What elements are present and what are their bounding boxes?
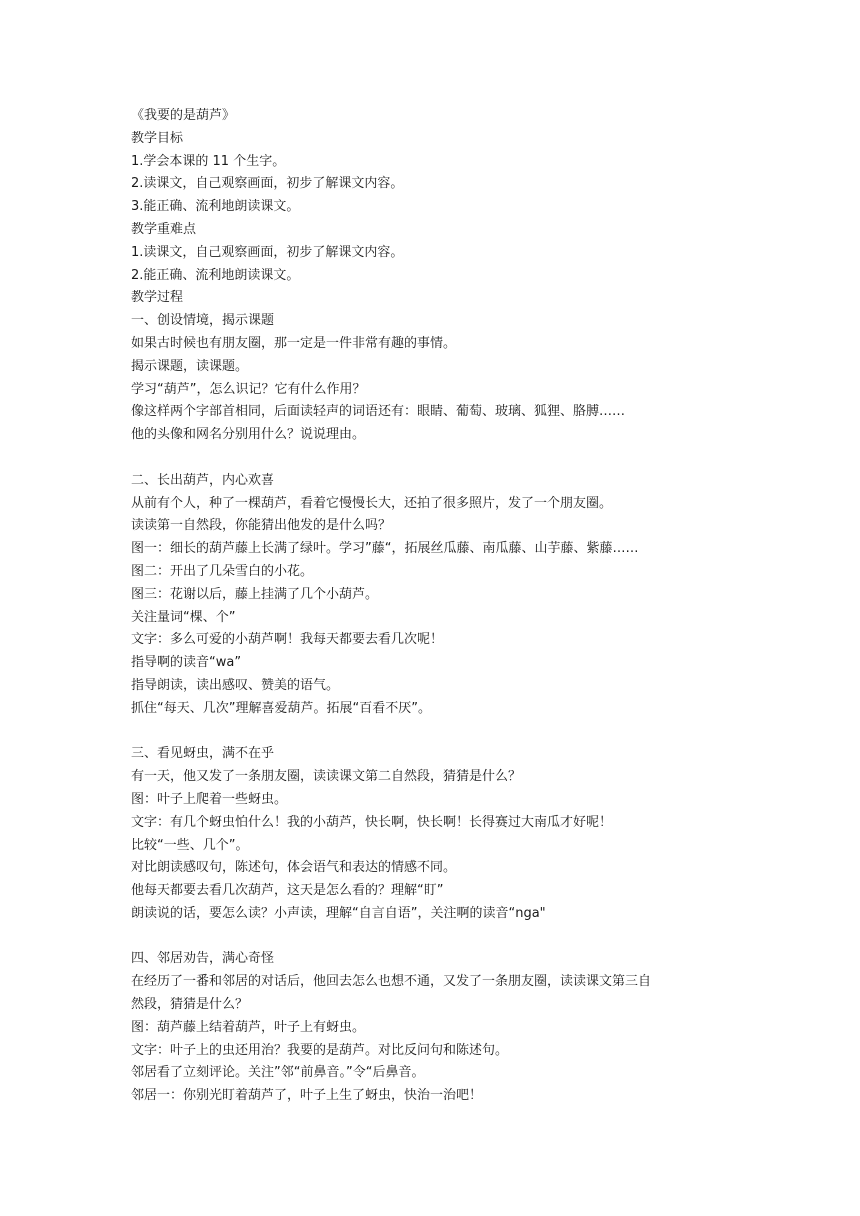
section-heading: 一、创设情境，揭示课题	[131, 313, 275, 329]
text-line: 关注量词“棵、个”	[131, 609, 236, 625]
blank-line	[131, 926, 741, 949]
text-line: 比较“一些、几个”。	[131, 837, 249, 853]
text-line: 1.学会本课的 11 个生字。	[131, 153, 286, 169]
text-line: 图：葫芦藤上结着葫芦，叶子上有蚜虫。	[131, 1019, 366, 1035]
text-line: 邻居看了立刻评论。关注”邻“前鼻音。”令“后鼻音。	[131, 1065, 425, 1081]
text-line: 他的头像和网名分别用什么？说说理由。	[131, 427, 366, 443]
document-title: 《我要的是葫芦》	[131, 108, 236, 123]
blank-line	[131, 721, 741, 744]
text-line: 揭示课题，读课题。	[131, 358, 249, 374]
text-line: 3.能正确、流利地朗读课文。	[131, 199, 300, 215]
text-line: 文字：多么可爱的小葫芦啊！我每天都要去看几次呢！	[131, 632, 444, 648]
text-line: 学习“葫芦”，怎么识记？它有什么作用？	[131, 381, 366, 397]
section-heading: 教学过程	[131, 290, 184, 306]
text-line: 2.读课文，自己观察画面，初步了解课文内容。	[131, 176, 404, 192]
text-line: 抓住“每天、几次”理解喜爱葫芦。拓展“百看不厌”。	[131, 700, 431, 716]
blank-line	[131, 447, 741, 470]
text-line: 朗读说的话，要怎么读？小声读，理解“自言自语”，关注啊的读音“nga"	[131, 905, 546, 921]
section-heading: 教学目标	[131, 130, 184, 146]
text-line: 1.读课文，自己观察画面，初步了解课文内容。	[131, 244, 404, 260]
text-line: 有一天，他又发了一条朋友圈，读读课文第二自然段，猜猜是什么？	[131, 769, 522, 785]
section-heading: 四、邻居劝告，满心奇怪	[131, 951, 275, 967]
text-line: 如果古时候也有朋友圈，那一定是一件非常有趣的事情。	[131, 335, 457, 351]
text-line: 2.能正确、流利地朗读课文。	[131, 267, 300, 283]
text-line: 指导朗读，读出感叹、赞美的语气。	[131, 677, 340, 693]
text-line: 读读第一自然段，你能猜出他发的是什么吗？	[131, 518, 392, 534]
text-line: 像这样两个字部首相同，后面读轻声的词语还有：眼睛、葡萄、玻璃、狐狸、胳膊……	[131, 404, 626, 420]
text-line: 从前有个人，种了一棵葫芦，看着它慢慢长大，还拍了很多照片，发了一个朋友圈。	[131, 495, 613, 511]
text-line: 然段，猜猜是什么？	[131, 997, 249, 1013]
text-line: 邻居一：你别光盯着葫芦了，叶子上生了蚜虫，快治一治吧！	[131, 1088, 483, 1104]
text-line: 图一：细长的葫芦藤上长满了绿叶。学习”藤“，拓展丝瓜藤、南瓜藤、山芋藤、紫藤……	[131, 541, 639, 557]
text-line: 在经历了一番和邻居的对话后，他回去怎么也想不通，又发了一条朋友圈，读读课文第三自	[131, 974, 652, 990]
section-heading: 三、看见蚜虫，满不在乎	[131, 746, 275, 762]
text-line: 对比朗读感叹句，陈述句，体会语气和表达的情感不同。	[131, 860, 457, 876]
text-line: 指导啊的读音“wa”	[131, 655, 242, 671]
section-heading: 二、长出葫芦，内心欢喜	[131, 472, 275, 488]
text-line: 图三：花谢以后，藤上挂满了几个小葫芦。	[131, 586, 379, 602]
text-line: 文字：有几个蚜虫怕什么！我的小葫芦，快长啊，快长啊！长得赛过大南瓜才好呢！	[131, 814, 613, 830]
text-line: 他每天都要去看几次葫芦，这天是怎么看的？理解“盯”	[131, 883, 444, 899]
text-line: 图：叶子上爬着一些蚜虫。	[131, 791, 288, 807]
document-page	[131, 105, 741, 1108]
text-line: 文字：叶子上的虫还用治？我要的是葫芦。对比反问句和陈述句。	[131, 1042, 509, 1058]
text-line: 图二：开出了几朵雪白的小花。	[131, 563, 314, 579]
section-heading: 教学重难点	[131, 221, 197, 237]
